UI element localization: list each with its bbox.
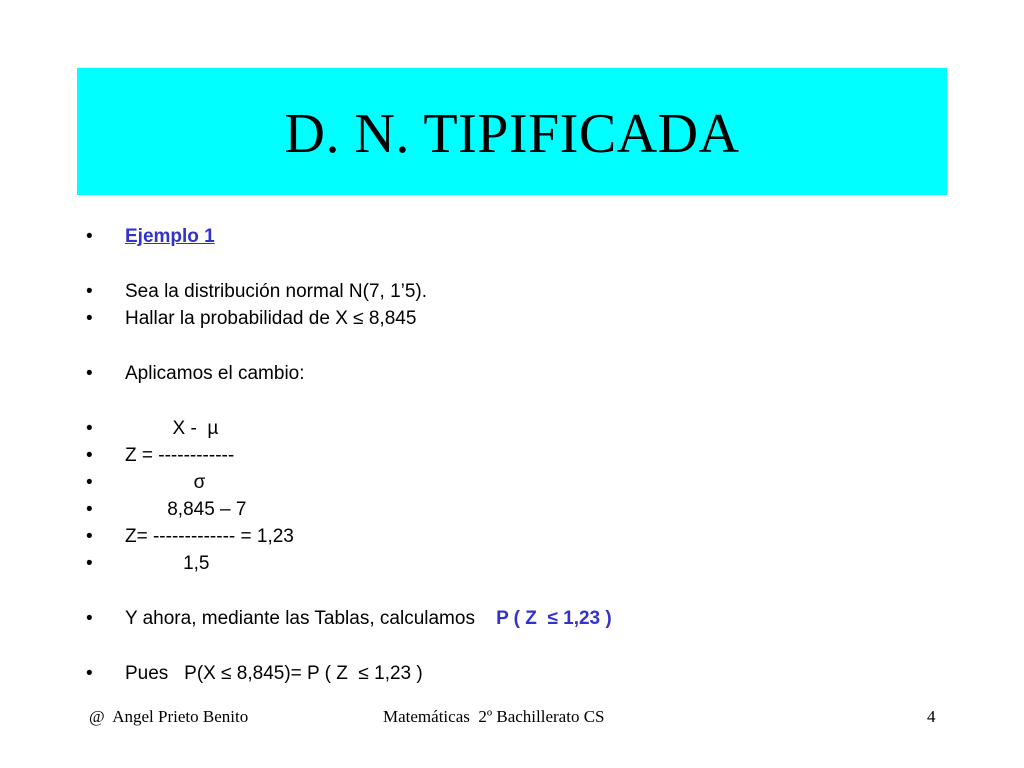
bullet-marker: •	[86, 363, 93, 384]
bullet-text: Hallar la probabilidad de X ≤ 8,845	[125, 308, 417, 329]
bullet-marker: •	[86, 308, 93, 329]
tables-text: Y ahora, mediante las Tablas, calculamos	[125, 608, 497, 629]
footer-author: @ Angel Prieto Benito	[89, 707, 249, 726]
calc-result: Z= ------------- = 1,23	[125, 526, 294, 547]
bullet-text: Pues P(X ≤ 8,845)= P ( Z ≤ 1,23 )	[125, 663, 423, 684]
bullet-marker: •	[86, 226, 93, 247]
example-link[interactable]: Ejemplo 1	[125, 226, 215, 247]
bullet-marker: •	[86, 281, 93, 302]
bullet-marker: •	[86, 445, 93, 466]
bullet-item-formula-numerator	[86, 416, 219, 442]
bullet-marker: •	[86, 663, 93, 684]
calc-numerator: 8,845 – 7	[125, 499, 247, 520]
bullet-item-tables	[86, 606, 612, 632]
bullet-marker: •	[86, 499, 93, 520]
bullet-item-formula-denominator	[86, 470, 206, 496]
emphasized-probability: P ( Z ≤ 1,23 )	[496, 608, 612, 629]
bullet-text: Aplicamos el cambio:	[125, 363, 305, 384]
bullet-item-formula-z	[86, 443, 235, 469]
slide-title: D. N. TIPIFICADA	[284, 102, 740, 165]
formula-z-line: Z = ------------	[125, 445, 235, 466]
formula-denominator: σ	[125, 472, 206, 493]
bullet-marker: •	[86, 472, 93, 493]
bullet-item-calc-result	[86, 524, 294, 550]
bullet-marker: •	[86, 553, 93, 574]
bullet-item-distribution	[86, 279, 428, 305]
bullet-item-calc-denominator	[86, 551, 210, 577]
bullet-text-with-emphasis	[125, 606, 612, 632]
bullet-item-probability-question	[86, 306, 417, 332]
footer-course: Matemáticas 2º Bachillerato CS	[383, 707, 605, 726]
bullet-item-example-heading	[86, 224, 215, 250]
bullet-item-calc-numerator	[86, 497, 247, 523]
bullet-marker: •	[86, 418, 93, 439]
bullet-item-conclusion	[86, 661, 423, 687]
bullet-text: Sea la distribución normal N(7, 1’5).	[125, 281, 428, 302]
formula-numerator: X - µ	[125, 418, 219, 439]
bullet-marker: •	[86, 526, 93, 547]
footer-page-number: 4	[927, 707, 936, 726]
calc-denominator: 1,5	[125, 553, 210, 574]
bullet-item-change-variable	[86, 361, 305, 387]
bullet-marker: •	[86, 608, 93, 629]
